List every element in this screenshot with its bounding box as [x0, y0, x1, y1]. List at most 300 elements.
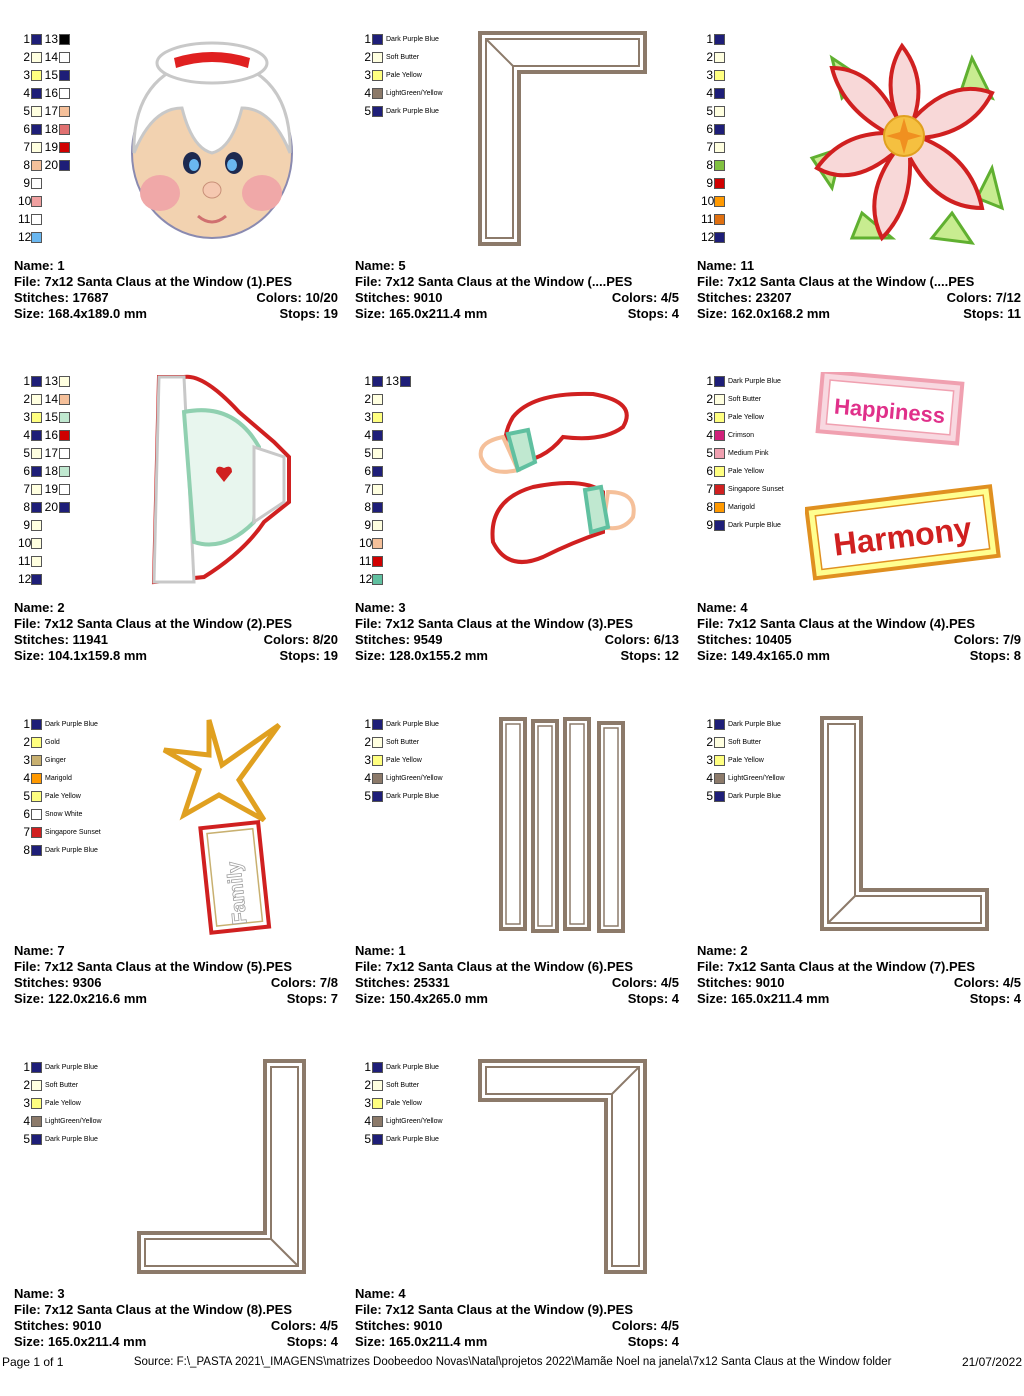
design-stitches: Stitches: 23207: [697, 290, 792, 305]
design-info: [355, 600, 679, 664]
color-swatch: [31, 232, 42, 243]
palette-row: [701, 462, 784, 480]
color-index: 1: [706, 32, 713, 46]
color-index: 3: [706, 753, 713, 767]
design-name: Name: 3: [355, 600, 406, 615]
design-colors: Colors: 10/20: [256, 290, 338, 305]
palette: [359, 715, 443, 805]
design-size: Size: 128.0x155.2 mm: [355, 648, 488, 663]
color-swatch: [31, 1116, 42, 1127]
color-index: 5: [364, 104, 371, 118]
color-name: Dark Purple Blue: [386, 1063, 439, 1071]
design-stops: Stops: 12: [620, 648, 679, 663]
palette-row: [18, 1058, 102, 1076]
color-name: Soft Butter: [386, 738, 420, 746]
color-index: 9: [706, 176, 713, 190]
color-index: 4: [23, 86, 30, 100]
color-index: 6: [364, 464, 371, 478]
color-index: 1: [23, 374, 30, 388]
design-size: Size: 122.0x216.6 mm: [14, 991, 147, 1006]
color-swatch: [59, 106, 70, 117]
palette-row: [18, 534, 70, 552]
color-swatch: [372, 1116, 383, 1127]
palette: [359, 372, 411, 588]
color-name: Pale Yellow: [728, 756, 764, 764]
palette-row: [359, 1112, 443, 1130]
design-info: [14, 600, 338, 664]
color-index: 3: [23, 753, 30, 767]
color-index: 15: [44, 410, 58, 424]
color-name: Dark Purple Blue: [386, 107, 439, 115]
palette-row: [18, 102, 70, 120]
design-stops: Stops: 4: [627, 306, 679, 321]
color-index: 4: [23, 428, 30, 442]
color-swatch: [59, 394, 70, 405]
design-colors: Colors: 4/5: [611, 975, 679, 990]
color-swatch: [714, 448, 725, 459]
palette-row: [18, 138, 70, 156]
color-swatch: [31, 809, 42, 820]
palette-row: [359, 715, 443, 733]
color-index: 10: [701, 194, 715, 208]
design-file: File: 7x12 Santa Claus at the Window (....PES: [697, 274, 975, 289]
palette-row: [359, 66, 443, 84]
palette-row: [701, 787, 785, 805]
design-name: Name: 7: [14, 943, 65, 958]
color-swatch: [59, 142, 70, 153]
color-index: 13: [44, 374, 58, 388]
color-swatch: [714, 88, 725, 99]
color-index: 18: [44, 122, 58, 136]
design-cell-7: [14, 713, 354, 1053]
color-name: Pale Yellow: [386, 1099, 422, 1107]
design-colors: Colors: 4/5: [270, 1318, 338, 1333]
palette-row: [18, 823, 101, 841]
color-swatch: [59, 52, 70, 63]
palette-row: [701, 30, 725, 48]
color-swatch: [59, 34, 70, 45]
design-colors: Colors: 4/5: [953, 975, 1021, 990]
palette: [701, 30, 725, 246]
color-swatch: [372, 34, 383, 45]
color-index: 4: [706, 86, 713, 100]
palette-row: [18, 516, 70, 534]
design-info: [14, 943, 338, 1007]
color-swatch: [714, 142, 725, 153]
color-index: 8: [364, 500, 371, 514]
palette-row: [18, 444, 70, 462]
design-stitches: Stitches: 25331: [355, 975, 450, 990]
color-swatch: [59, 412, 70, 423]
color-swatch: [714, 466, 725, 477]
color-index: 3: [706, 68, 713, 82]
design-file: File: 7x12 Santa Claus at the Window (3).PES: [355, 616, 634, 631]
design-name: Name: 11: [697, 258, 755, 273]
color-index: 5: [364, 446, 371, 460]
color-swatch: [31, 412, 42, 423]
design-file: File: 7x12 Santa Claus at the Window (2).PES: [14, 616, 293, 631]
color-index: 11: [18, 212, 31, 226]
palette-row: [701, 228, 725, 246]
palette-row: [359, 426, 411, 444]
color-name: Singapore Sunset: [728, 485, 784, 493]
palette-row: [359, 751, 443, 769]
palette-row: [18, 156, 70, 174]
color-swatch: [372, 412, 383, 423]
palette-row: [359, 408, 411, 426]
color-name: Gold: [45, 738, 60, 746]
window-bars-design: [495, 715, 635, 933]
color-swatch: [400, 376, 411, 387]
color-swatch: [714, 502, 725, 513]
color-swatch: [714, 214, 725, 225]
design-file: File: 7x12 Santa Claus at the Window (4).PES: [697, 616, 976, 631]
color-index: 8: [23, 843, 30, 857]
color-index: 1: [364, 374, 371, 388]
design-cell-5: [355, 370, 695, 710]
color-name: Dark Purple Blue: [728, 521, 781, 529]
color-index: 7: [23, 825, 30, 839]
palette-row: [18, 805, 101, 823]
color-index: 5: [364, 1132, 371, 1146]
color-swatch: [372, 1134, 383, 1145]
color-index: 2: [364, 50, 371, 64]
color-swatch: [372, 773, 383, 784]
design-file: File: 7x12 Santa Claus at the Window (1).PES: [14, 274, 293, 289]
color-swatch: [372, 376, 383, 387]
design-stitches: Stitches: 9010: [697, 975, 785, 990]
color-swatch: [31, 827, 42, 838]
palette: [18, 372, 70, 588]
color-index: 20: [44, 158, 58, 172]
color-name: Pale Yellow: [45, 1099, 81, 1107]
palette-row: [701, 769, 785, 787]
color-swatch: [59, 448, 70, 459]
design-size: Size: 165.0x211.4 mm: [355, 1334, 488, 1349]
color-swatch: [31, 70, 42, 81]
palette-row: [359, 1076, 443, 1094]
color-name: Dark Purple Blue: [728, 792, 781, 800]
color-swatch: [31, 88, 42, 99]
color-swatch: [372, 466, 383, 477]
palette-row: [18, 715, 101, 733]
color-name: LightGreen/Yellow: [45, 1117, 102, 1125]
design-name: Name: 1: [14, 258, 65, 273]
design-info: [697, 258, 1021, 322]
palette: [359, 1058, 443, 1148]
color-swatch: [714, 52, 725, 63]
color-swatch: [714, 520, 725, 531]
color-index: 4: [23, 771, 30, 785]
color-index: 16: [44, 428, 58, 442]
palette-row: [701, 444, 784, 462]
source-path: Source: F:\_PASTA 2021\_IMAGENS\matrizes Doobeedoo Novas\Natal\projetos 2022\Mamãe Noel na janela\7x12 Santa Claus at the Window folder: [133, 1356, 892, 1368]
design-size: Size: 165.0x211.4 mm: [355, 306, 488, 321]
color-index: 2: [364, 392, 371, 406]
color-index: 11: [701, 212, 714, 226]
palette-row: [701, 174, 725, 192]
happiness-text: Happiness: [833, 393, 947, 429]
design-name: Name: 1: [355, 943, 406, 958]
design-cell-3: [697, 28, 1024, 368]
color-index: 5: [23, 446, 30, 460]
palette-row: [701, 372, 784, 390]
color-name: Soft Butter: [386, 1081, 420, 1089]
color-swatch: [31, 538, 42, 549]
palette-row: [359, 444, 411, 462]
color-swatch: [31, 142, 42, 153]
color-index: 20: [44, 500, 58, 514]
color-swatch: [714, 70, 725, 81]
color-name: Pale Yellow: [386, 71, 422, 79]
color-swatch: [59, 430, 70, 441]
color-name: Dark Purple Blue: [386, 35, 439, 43]
color-swatch: [372, 88, 383, 99]
palette: [18, 715, 101, 859]
design-stitches: Stitches: 9010: [355, 290, 443, 305]
palette-row: [359, 1130, 443, 1148]
color-swatch: [31, 737, 42, 748]
palette: [359, 30, 443, 120]
color-index: 1: [706, 374, 713, 388]
color-name: LightGreen/Yellow: [386, 774, 443, 782]
color-index: 11: [18, 554, 31, 568]
color-swatch: [372, 484, 383, 495]
color-index: 2: [23, 392, 30, 406]
color-swatch: [714, 791, 725, 802]
frame-corner-top-right-design: [475, 1058, 650, 1276]
palette-row: [18, 733, 101, 751]
design-name: Name: 4: [355, 1286, 406, 1301]
color-swatch: [31, 430, 42, 441]
color-index: 9: [23, 518, 30, 532]
color-index: 8: [706, 158, 713, 172]
design-colors: Colors: 7/9: [953, 632, 1021, 647]
palette: [18, 1058, 102, 1148]
color-index: 11: [359, 554, 372, 568]
palette-row: [18, 1130, 102, 1148]
palette-row: [701, 715, 785, 733]
design-info: [355, 943, 679, 1007]
palette-row: [359, 84, 443, 102]
design-info: [14, 1286, 338, 1350]
color-swatch: [31, 52, 42, 63]
color-swatch: [714, 196, 725, 207]
color-name: Pale Yellow: [728, 467, 764, 475]
color-index: 3: [364, 753, 371, 767]
color-index: 4: [23, 1114, 30, 1128]
color-name: Dark Purple Blue: [386, 792, 439, 800]
palette-row: [18, 1112, 102, 1130]
design-stops: Stops: 8: [969, 648, 1021, 663]
color-name: LightGreen/Yellow: [386, 1117, 443, 1125]
palette-row: [18, 192, 70, 210]
design-stitches: Stitches: 17687: [14, 290, 109, 305]
color-index: 4: [364, 1114, 371, 1128]
palette-row: [18, 841, 101, 859]
color-swatch: [714, 773, 725, 784]
color-swatch: [372, 502, 383, 513]
design-size: Size: 165.0x211.4 mm: [697, 991, 830, 1006]
design-info: [355, 1286, 679, 1350]
frame-corner-bottom-right-design: [134, 1058, 309, 1276]
palette-row: [359, 516, 411, 534]
design-info: [14, 258, 338, 322]
design-size: Size: 165.0x211.4 mm: [14, 1334, 147, 1349]
design-size: Size: 168.4x189.0 mm: [14, 306, 147, 321]
color-swatch: [714, 160, 725, 171]
palette-row: [359, 498, 411, 516]
design-stitches: Stitches: 10405: [697, 632, 792, 647]
color-index: 17: [44, 104, 58, 118]
palette-row: [359, 390, 411, 408]
color-index: 7: [23, 482, 30, 496]
color-swatch: [59, 160, 70, 171]
color-swatch: [372, 556, 383, 567]
color-swatch: [372, 1062, 383, 1073]
palette-row: [701, 138, 725, 156]
design-info: [355, 258, 679, 322]
color-index: 4: [364, 771, 371, 785]
color-swatch: [372, 394, 383, 405]
color-swatch: [372, 755, 383, 766]
palette-row: [701, 48, 725, 66]
design-size: Size: 104.1x159.8 mm: [14, 648, 147, 663]
color-name: Dark Purple Blue: [45, 1135, 98, 1143]
color-swatch: [372, 791, 383, 802]
design-stitches: Stitches: 11941: [14, 632, 108, 647]
design-stops: Stops: 4: [627, 991, 679, 1006]
color-swatch: [31, 574, 42, 585]
design-colors: Colors: 4/5: [611, 1318, 679, 1333]
palette-row: [359, 534, 411, 552]
palette-row: [701, 733, 785, 751]
palette-row: [359, 462, 411, 480]
palette-row: [701, 120, 725, 138]
mrs-claus-body-design: [144, 372, 294, 587]
color-index: 12: [701, 230, 715, 244]
design-stops: Stops: 4: [627, 1334, 679, 1349]
color-index: 1: [23, 32, 30, 46]
design-name: Name: 4: [697, 600, 748, 615]
design-size: Size: 149.4x165.0 mm: [697, 648, 830, 663]
color-index: 14: [44, 392, 58, 406]
color-swatch: [714, 737, 725, 748]
color-index: 2: [706, 50, 713, 64]
design-cell-8: [355, 713, 695, 1053]
design-size: Size: 150.4x265.0 mm: [355, 991, 488, 1006]
color-index: 4: [706, 428, 713, 442]
color-swatch: [31, 160, 42, 171]
color-index: 19: [44, 482, 58, 496]
design-cell-1: [14, 28, 354, 368]
design-name: Name: 3: [14, 1286, 65, 1301]
palette-row: [359, 733, 443, 751]
palette-row: [701, 156, 725, 174]
mrs-claus-face-design: [122, 38, 302, 248]
design-cell-11: [355, 1056, 695, 1396]
palette-row: [18, 66, 70, 84]
palette-row: [18, 769, 101, 787]
color-swatch: [372, 52, 383, 63]
palette-row: [701, 210, 725, 228]
design-cell-9: [697, 713, 1024, 1053]
color-index: 10: [18, 194, 32, 208]
palette-row: [18, 1076, 102, 1094]
color-index: 6: [706, 122, 713, 136]
palette-row: [18, 408, 70, 426]
palette-row: [359, 1058, 443, 1076]
design-colors: Colors: 8/20: [263, 632, 338, 647]
poinsettia-design: [802, 38, 1007, 248]
color-index: 9: [364, 518, 371, 532]
color-swatch: [714, 484, 725, 495]
color-index: 8: [23, 500, 30, 514]
color-swatch: [372, 737, 383, 748]
color-swatch: [31, 773, 42, 784]
color-swatch: [31, 448, 42, 459]
color-index: 3: [23, 1096, 30, 1110]
color-swatch: [31, 791, 42, 802]
color-index: 1: [706, 717, 713, 731]
color-swatch: [714, 755, 725, 766]
design-colors: Colors: 4/5: [611, 290, 679, 305]
color-index: 5: [706, 789, 713, 803]
design-cell-10: [14, 1056, 354, 1396]
color-index: 5: [23, 104, 30, 118]
color-swatch: [31, 1080, 42, 1091]
color-index: 10: [359, 536, 373, 550]
color-swatch: [372, 1098, 383, 1109]
palette-row: [18, 462, 70, 480]
palette-row: [18, 787, 101, 805]
color-index: 18: [44, 464, 58, 478]
palette-row: [359, 1094, 443, 1112]
color-index: 2: [23, 735, 30, 749]
palette-row: [18, 390, 70, 408]
color-name: Soft Butter: [45, 1081, 79, 1089]
design-colors: Colors: 6/13: [604, 632, 679, 647]
color-swatch: [372, 1080, 383, 1091]
color-name: Soft Butter: [728, 395, 762, 403]
color-swatch: [31, 845, 42, 856]
palette-row: [18, 372, 70, 390]
frame-corner-bottom-left-design: [817, 715, 992, 933]
color-index: 5: [706, 104, 713, 118]
palette-row: [359, 480, 411, 498]
palette-row: [18, 84, 70, 102]
color-name: Pale Yellow: [45, 792, 81, 800]
palette-row: [359, 787, 443, 805]
design-cell-6: [697, 370, 1024, 710]
page-footer: [0, 1354, 1024, 1370]
color-swatch: [31, 1098, 42, 1109]
color-name: Snow White: [45, 810, 83, 818]
design-size: Size: 162.0x168.2 mm: [697, 306, 830, 321]
color-swatch: [31, 1134, 42, 1145]
color-index: 2: [706, 392, 713, 406]
design-name: Name: 2: [697, 943, 748, 958]
color-name: Singapore Sunset: [45, 828, 101, 836]
color-swatch: [372, 106, 383, 117]
color-swatch: [714, 34, 725, 45]
design-info: [697, 600, 1021, 664]
palette-row: [701, 498, 784, 516]
design-stitches: Stitches: 9549: [355, 632, 443, 647]
color-swatch: [59, 124, 70, 135]
design-stops: Stops: 19: [279, 648, 338, 663]
palette-row: [701, 480, 784, 498]
